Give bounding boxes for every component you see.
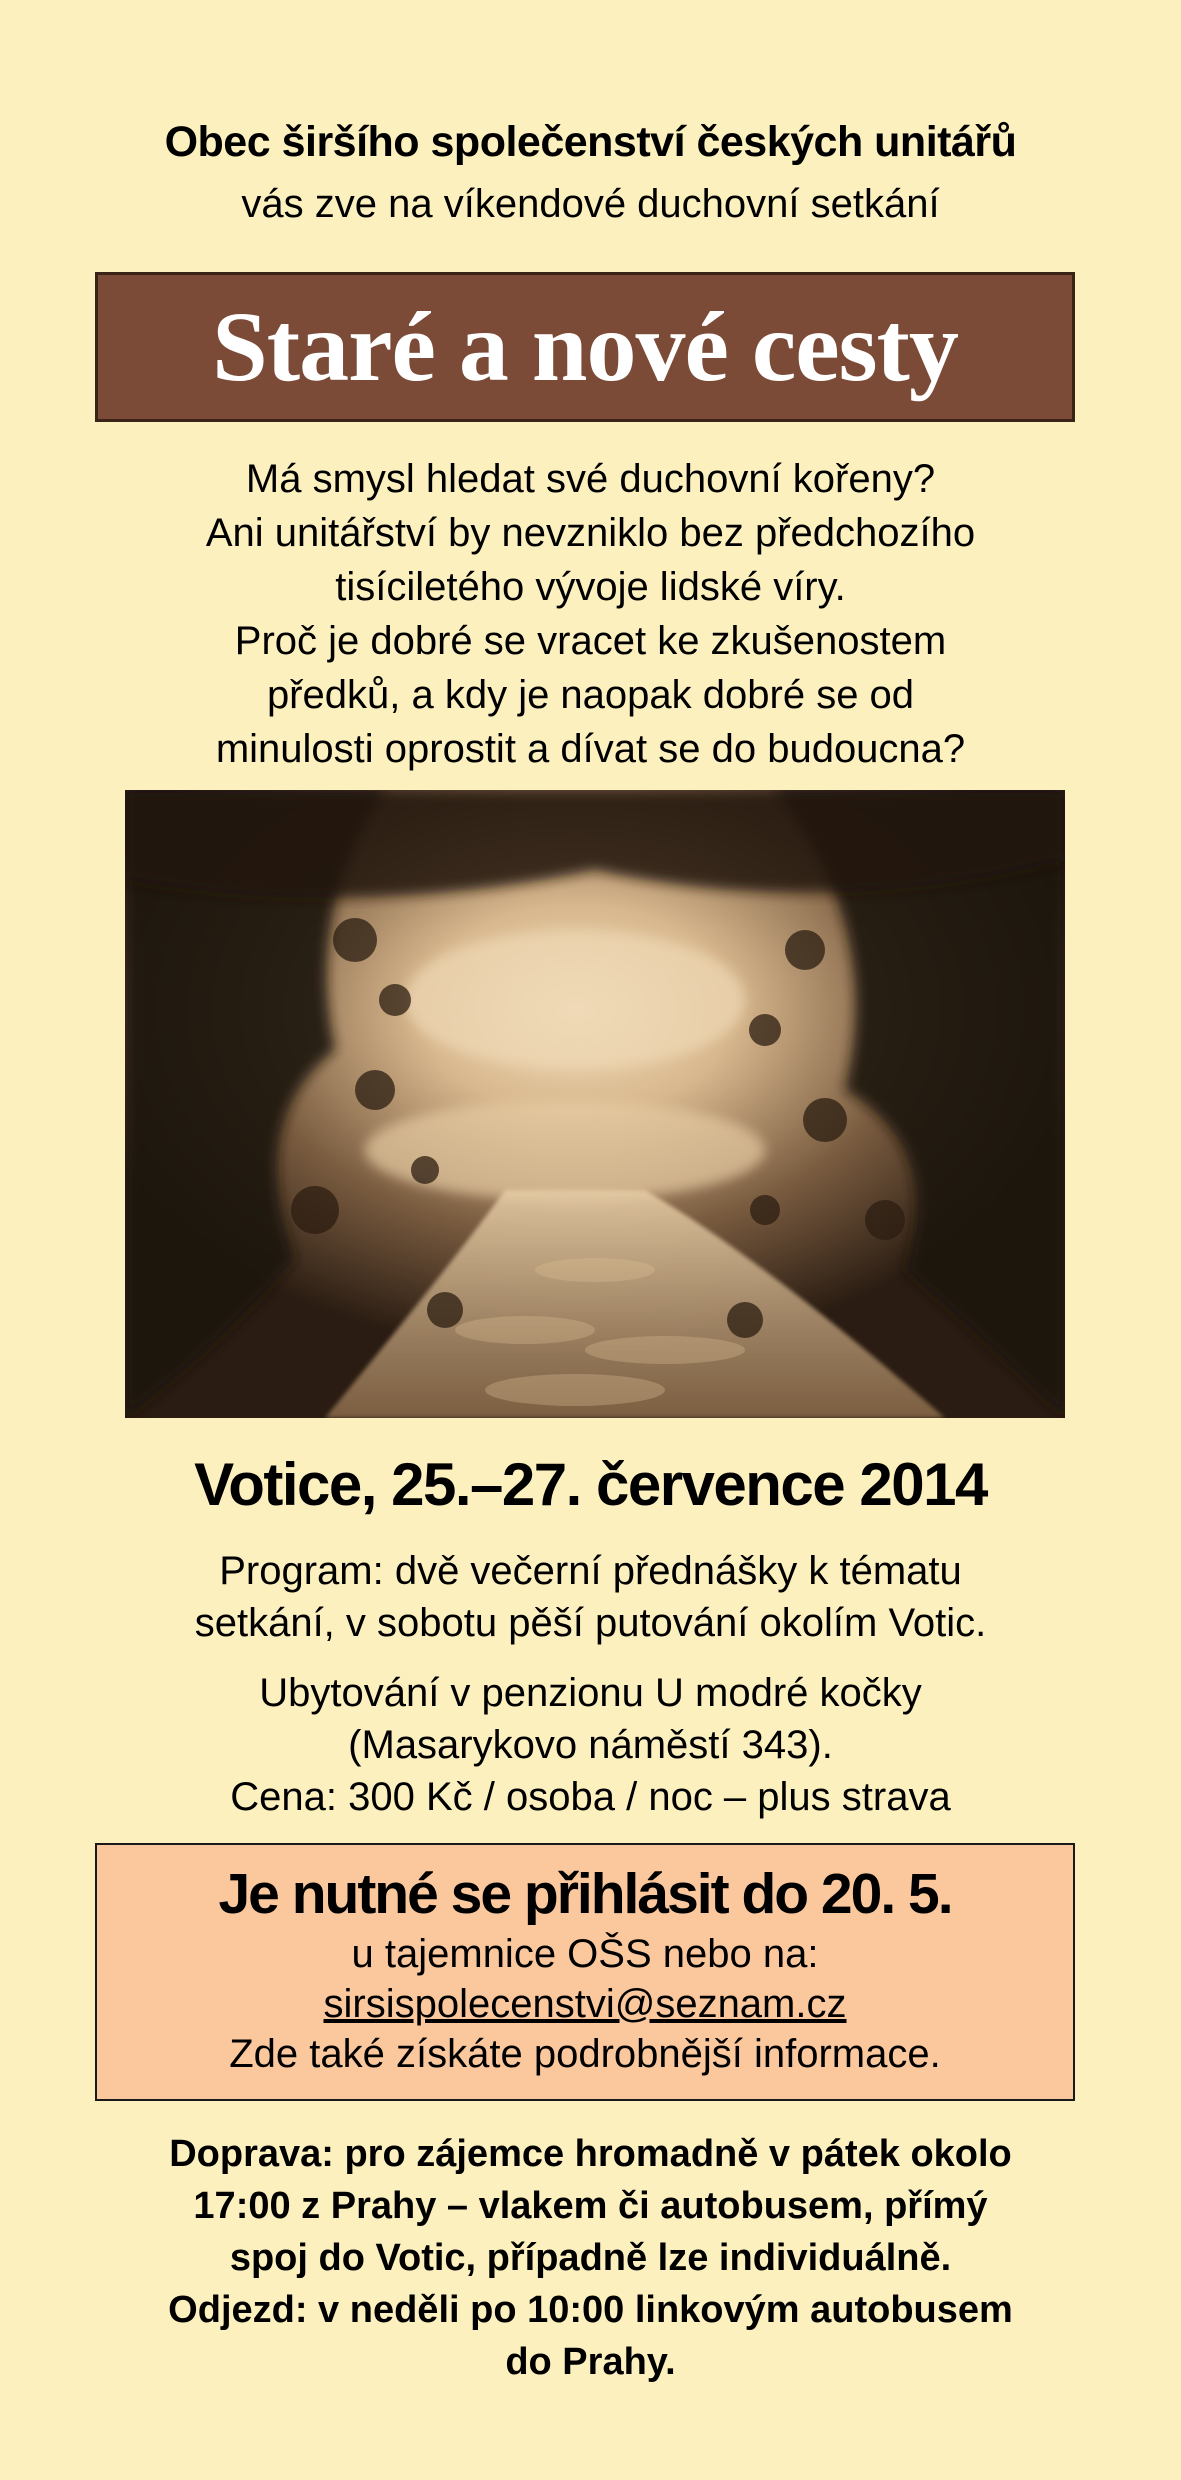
- intro-line: tisíciletého vývoje lidské víry.: [335, 565, 846, 609]
- registration-contact: u tajemnice OŠS nebo na:: [351, 1932, 819, 1976]
- program-line: Program: dvě večerní přednášky k tématu: [219, 1549, 962, 1593]
- organization-name: Obec širšího společenství českých unitářů: [164, 118, 1017, 166]
- intro-paragraph: [0, 452, 1181, 776]
- transport-paragraph: [0, 2128, 1181, 2388]
- title-banner: [95, 272, 1075, 422]
- invitation-text: vás zve na víkendové duchovní setkání: [241, 182, 940, 226]
- transport-line: Doprava: pro zájemce hromadně v pátek okolo: [169, 2133, 1012, 2175]
- registration-info: Zde také získáte podrobnější informace.: [229, 2032, 941, 2076]
- transport-line: 17:00 z Prahy – vlakem či autobusem, přímý: [193, 2185, 988, 2227]
- event-title: Staré a nové cesty: [212, 291, 958, 402]
- intro-line: Ani unitářství by nevzniklo bez předchozího: [205, 511, 976, 555]
- intro-line: minulosti oprostit a dívat se do budoucna?: [215, 727, 966, 771]
- lodging-paragraph: [0, 1667, 1181, 1823]
- lodging-line: Cena: 300 Kč / osoba / noc – plus strava: [230, 1775, 951, 1819]
- program-paragraph: [0, 1545, 1181, 1649]
- registration-email-link[interactable]: sirsispolecenstvi@seznam.cz: [323, 1982, 847, 2026]
- intro-line: Má smysl hledat své duchovní kořeny?: [245, 457, 936, 501]
- transport-line: do Prahy.: [505, 2341, 676, 2383]
- lodging-line: Ubytování v penzionu U modré kočky: [259, 1671, 922, 1715]
- intro-line: Proč je dobré se vracet ke zkušenostem: [234, 619, 947, 663]
- transport-line: Odjezd: v neděli po 10:00 linkovým autobusem: [168, 2289, 1013, 2331]
- registration-box: [95, 1843, 1075, 2101]
- intro-line: předků, a kdy je naopak dobré se od: [266, 673, 915, 717]
- event-place-date: Votice, 25.–27. července 2014: [194, 1451, 987, 1518]
- program-line: setkání, v sobotu pěší putování okolím Votic.: [194, 1601, 987, 1645]
- registration-heading: Je nutné se přihlásit do 20. 5.: [218, 1862, 952, 1926]
- forest-path-photo: [125, 790, 1065, 1418]
- transport-line: spoj do Votic, případně lze individuálně.: [229, 2237, 952, 2279]
- lodging-line: (Masarykovo náměstí 343).: [348, 1723, 833, 1767]
